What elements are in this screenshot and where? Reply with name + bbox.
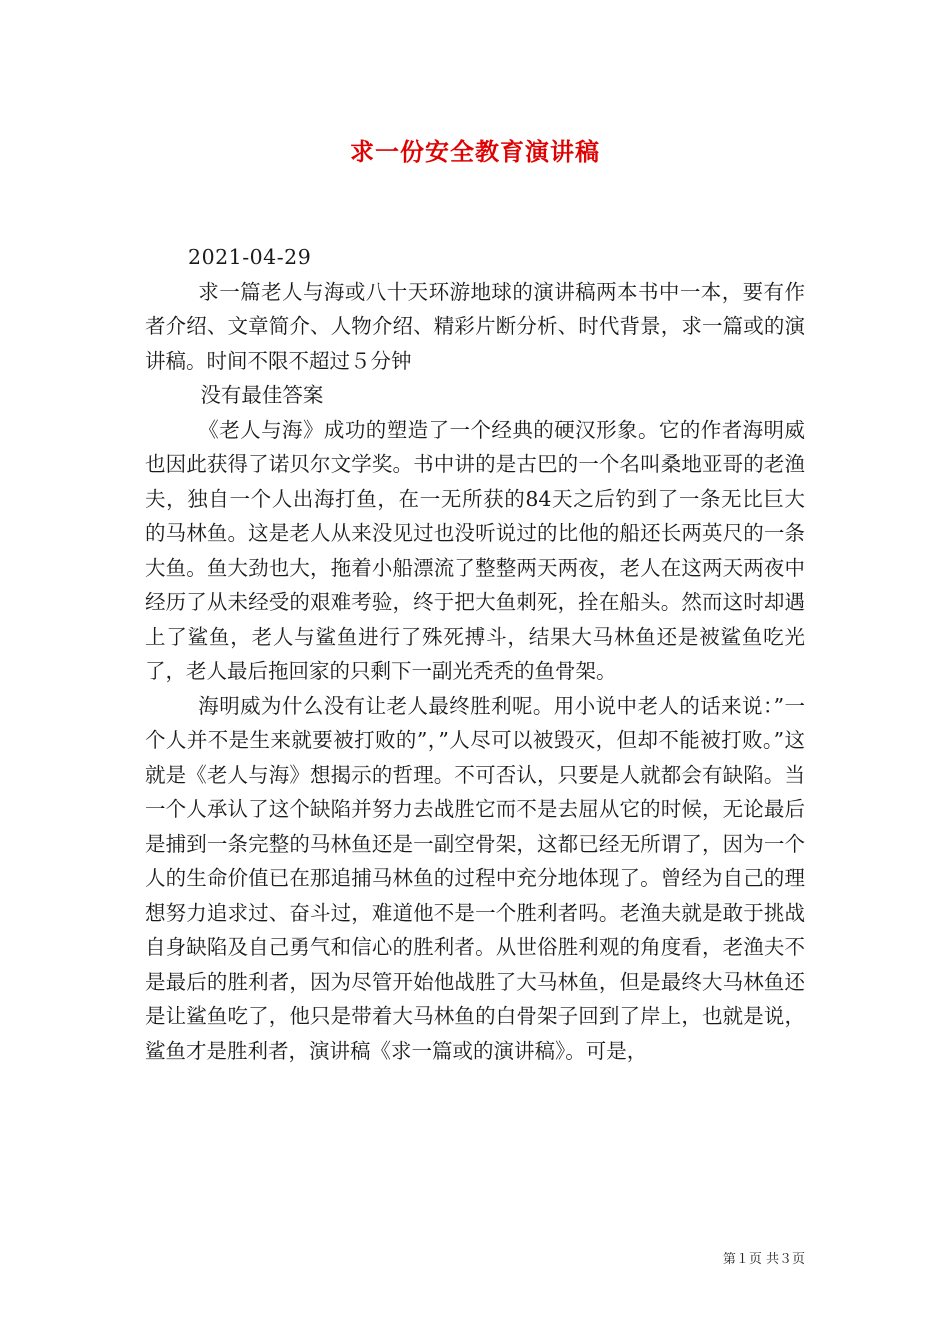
paragraph-summary: 《老人与海》成功的塑造了一个经典的硬汉形象。它的作者海明威也因此获得了诺贝尔文学奖。书中讲的是古巴的一个名叫桑地亚哥的老渔夫，独自一个人出海打鱼，在一无所获的84天之后钓到了一条无比巨大的马林鱼。这是老人从来没见过也没听说过的比他的船还长两英尺的一条大鱼。鱼大劲也大，拖着小船漂流了整整两天两夜，老人在这两天两夜中经历了从未经受的艰难考验，终于把大鱼刺死，拴在船头。然而这时却遇上了鲨鱼，老人与鲨鱼进行了殊死搏斗，结果大马林鱼还是被鲨鱼吃光了，老人最后拖回家的只剩下一副光秃秃的鱼骨架。 bbox=[145, 417, 805, 683]
document-date: 2021-04-29 bbox=[188, 245, 312, 269]
document-title: 求一份安全教育演讲稿 bbox=[350, 137, 600, 166]
paragraph-question: 求一篇老人与海或八十天环游地球的演讲稿两本书中一本，要有作者介绍、文章简介、人物介绍、精彩片断分析、时代背景，求一篇或的演讲稿。时间不限不超过５分钟 bbox=[145, 279, 805, 373]
paragraph-analysis: 海明威为什么没有让老人最终胜利呢。用小说中老人的话来说：”一个人并不是生来就要被打败的”，”人尽可以被毁灭，但却不能被打败。”这就是《老人与海》想揭示的哲理。不可否认，只要是人就都会有缺陷。当一个人承认了这个缺陷并努力去战胜它而不是去屈从它的时候，无论最后是捕到一条完整的马林鱼还是一副空骨架，这都已经无所谓了，因为一个人的生命价值已在那追捕马林鱼的过程中充分地体现了。曾经为自己的理想努力追求过、奋斗过，难道他不是一个胜利者吗。老渔夫就是敢于挑战自身缺陷及自己勇气和信心的胜利者。从世俗胜利观的角度看，老渔夫不是最后的胜利者，因为尽管开始他战胜了大马林鱼，但是最终大马林鱼还是让鲨鱼吃了，他只是带着大马林鱼的白骨架子回到了岸上，也就是说，鲨鱼才是胜利者，演讲稿《求一篇或的演讲稿》。可是， bbox=[145, 693, 805, 1063]
document-body bbox=[145, 240, 805, 1068]
paragraph-no-best-answer: 没有最佳答案 bbox=[200, 383, 324, 407]
page-number-footer: 第１页 共３页 bbox=[722, 1252, 805, 1267]
